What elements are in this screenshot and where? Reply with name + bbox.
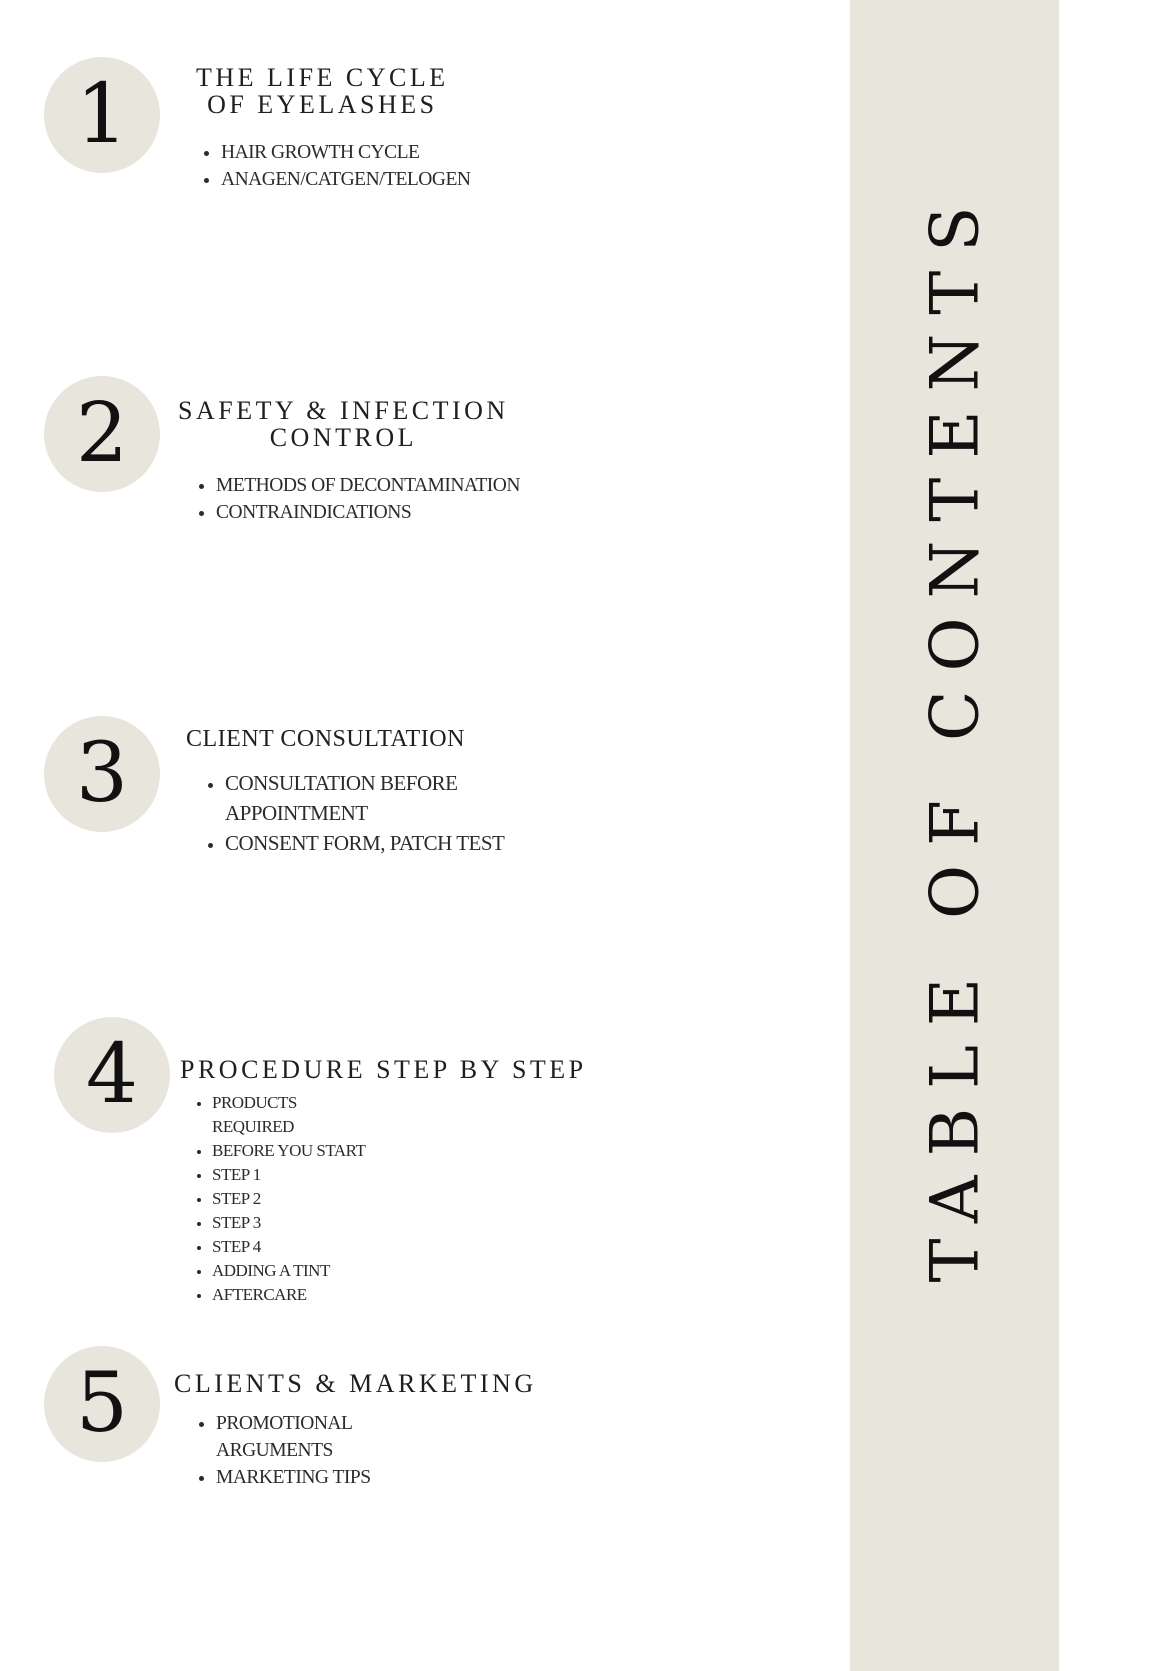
section-number-badge — [44, 1346, 160, 1462]
section-heading-line: CONTROL — [269, 423, 417, 452]
section-number: 3 — [75, 726, 129, 821]
list-item: • METHODS OF DECONTAMINATION — [216, 472, 520, 499]
list-item: • AFTERCARE — [212, 1283, 365, 1307]
section-number: 2 — [75, 386, 129, 481]
list-item: • STEP 4 — [212, 1235, 365, 1259]
section-heading — [178, 397, 509, 451]
section-items — [193, 139, 470, 193]
list-item: • MARKETING TIPS — [216, 1464, 371, 1491]
section-number-badge — [44, 716, 160, 832]
list-item: • ADDING A TINT — [212, 1259, 365, 1283]
section-heading-line: SAFETY & INFECTION — [178, 396, 509, 425]
section-heading-line: THE LIFE CYCLE — [196, 63, 449, 92]
sidebar-title: TABLE OF CONTENTS — [916, 187, 993, 1283]
list-item: • STEP 2 — [212, 1187, 365, 1211]
list-item — [212, 1091, 365, 1139]
section-heading-line: CLIENTS & MARKETING — [174, 1369, 537, 1398]
section-number-badge — [44, 57, 160, 173]
section-heading-line: OF EYELASHES — [207, 90, 438, 119]
section-heading — [174, 1370, 537, 1397]
section-items — [188, 1410, 371, 1491]
list-item-line: REQUIRED — [212, 1117, 294, 1136]
sidebar — [850, 0, 1059, 1671]
section-number-badge — [54, 1017, 170, 1133]
list-item-line: CONSULTATION BEFORE — [225, 771, 458, 795]
section-heading-line: CLIENT CONSULTATION — [186, 726, 465, 752]
section-items — [188, 472, 520, 526]
section-number: 4 — [85, 1027, 139, 1122]
list-item — [225, 768, 504, 828]
list-item: • BEFORE YOU START — [212, 1139, 365, 1163]
section-items — [197, 768, 504, 858]
section-heading — [180, 1056, 587, 1083]
section-number-badge — [44, 376, 160, 492]
list-item — [216, 1410, 371, 1464]
list-item: • ANAGEN/CATGEN/TELOGEN — [221, 166, 470, 193]
list-item: • CONTRAINDICATIONS — [216, 499, 520, 526]
list-item-line: PROMOTIONAL — [216, 1413, 353, 1434]
section-items — [184, 1091, 365, 1307]
list-item: • HAIR GROWTH CYCLE — [221, 139, 470, 166]
section-number: 1 — [75, 67, 129, 162]
list-item-line: APPOINTMENT — [225, 801, 368, 825]
section-number: 5 — [75, 1356, 129, 1451]
section-heading-line: PROCEDURE STEP BY STEP — [180, 1055, 587, 1084]
list-item-line: PRODUCTS — [212, 1093, 297, 1112]
list-item: • STEP 3 — [212, 1211, 365, 1235]
list-item-line: ARGUMENTS — [216, 1440, 333, 1461]
list-item: • STEP 1 — [212, 1163, 365, 1187]
section-heading — [196, 64, 449, 118]
list-item: • CONSENT FORM, PATCH TEST — [225, 828, 504, 858]
section-heading — [186, 726, 465, 753]
